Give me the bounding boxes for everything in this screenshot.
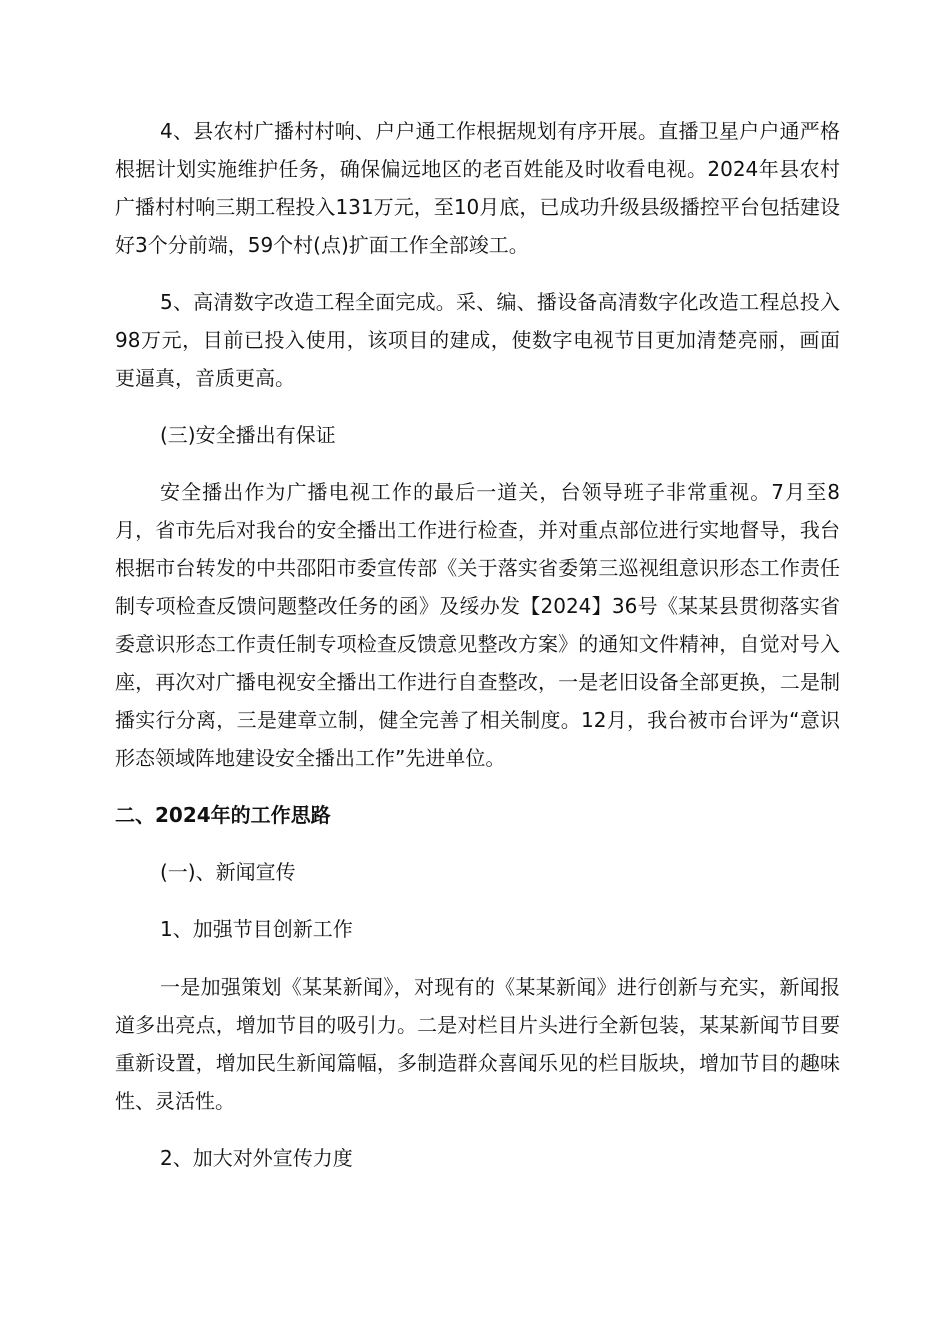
paragraph-safe-broadcast: 安全播出作为广播电视工作的最后一道关，台领导班子非常重视。7月至8月，省市先后对我台的安全播出工作进行检查，并对重点部位进行实地督导，我台根据市台转发的中共邵阳市委宣传部《关于落实省委第三巡视组意识形态工作责任制专项检查反馈问题整改任务的函》及绥办发【2024】36号《某某县贯彻落实省委意识形态工作责任制专项检查反馈意见整改方案》的通知文件精神，自觉对号入座，再次对广播电视安全播出工作进行自查整改，一是老旧设备全部更换，二是制播实行分离，三是建章立制，健全完善了相关制度。12月，我台被市台评为“意识形态领域阵地建设安全播出工作”先进单位。 xyxy=(115,480,840,770)
document-page xyxy=(115,112,840,1177)
subheading-news-publicity: (一)、新闻宣传 xyxy=(160,860,296,884)
paragraph-hd-digital: 5、高清数字改造工程全面完成。采、编、播设备高清数字化改造工程总投入98万元，目前已投入使用，该项目的建成，使数字电视节目更加清楚亮丽，画面更逼真，音质更高。 xyxy=(115,290,840,390)
subheading-safe-broadcast: (三)安全播出有保证 xyxy=(160,423,336,447)
section-heading-work-plan: 二、2024年的工作思路 xyxy=(115,803,331,827)
paragraph-rural-broadcast: 4、县农村广播村村响、户户通工作根据规划有序开展。直播卫星户户通严格根据计划实施维护任务，确保偏远地区的老百姓能及时收看电视。2024年县农村广播村村响三期工程投入131万元，至10月底，已成功升级县级播控平台包括建设好3个分前端，59个村(点)扩面工作全部竣工。 xyxy=(115,119,840,257)
paragraph-program-innovation: 一是加强策划《某某新闻》，对现有的《某某新闻》进行创新与充实，新闻报道多出亮点，增加节目的吸引力。二是对栏目片头进行全新包装，某某新闻节目要重新设置，增加民生新闻篇幅，多制造群众喜闻乐见的栏目版块，增加节目的趣味性、灵活性。 xyxy=(115,975,840,1113)
item-program-innovation: 1、加强节目创新工作 xyxy=(160,917,353,941)
item-external-publicity: 2、加大对外宣传力度 xyxy=(160,1146,353,1170)
